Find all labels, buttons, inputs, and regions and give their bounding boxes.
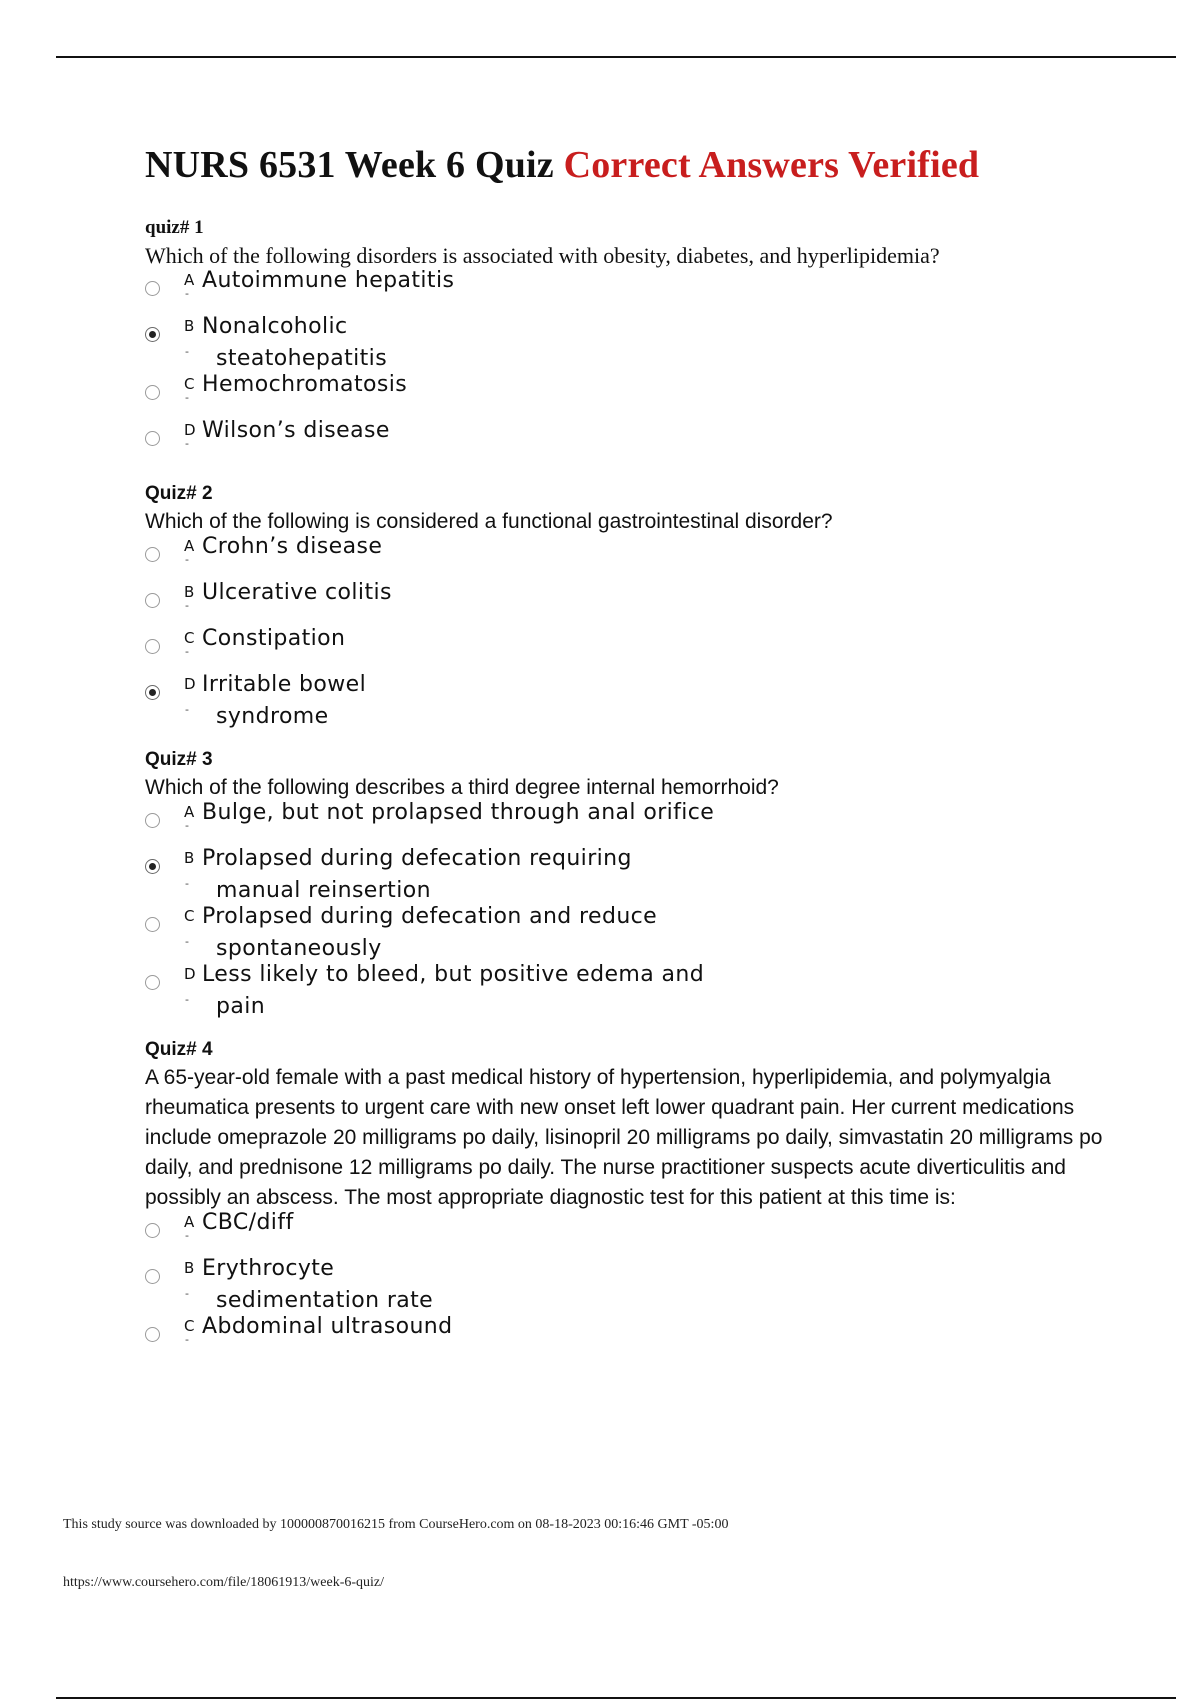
option-d[interactable] [145, 962, 1105, 1023]
option-letter: A [184, 271, 195, 289]
option-text: Ulcerative colitis [202, 580, 392, 605]
radio-button[interactable] [145, 975, 160, 990]
radio-button[interactable] [145, 431, 160, 446]
option-marker: - [185, 877, 189, 890]
bottom-rule [56, 1697, 1176, 1699]
option-letter: C [184, 907, 195, 925]
option-marker: - [185, 553, 189, 566]
radio-button-selected[interactable] [145, 859, 160, 874]
option-text: Autoimmune hepatitis [202, 268, 455, 293]
option-letter: D [184, 675, 196, 693]
option-letter: B [184, 317, 195, 335]
option-letter: D [184, 965, 196, 983]
option-b[interactable] [145, 314, 1105, 375]
option-marker: - [185, 993, 189, 1006]
option-text: Wilson’s disease [202, 418, 390, 443]
option-marker: - [185, 703, 189, 716]
quiz-question-4 [145, 1037, 1105, 1363]
option-text-continued: spontaneously [216, 936, 382, 961]
option-text: Abdominal ultrasound [202, 1314, 453, 1339]
option-letter: A [184, 803, 195, 821]
question-text: A 65-year-old female with a past medical history of hypertension, hyperlipidemia, and polymyalgia rheumatica presents to urgent care with new onset left lower quadrant pain. Her current medications include omeprazole 20 milligrams po daily, lisinopril 20 milligrams po daily, simvastatin 20 milligrams po daily, and prednisone 12 milligrams po daily. The nurse practitioner suspects acute diverticulitis and possibly an abscess. The most appropriate diagnostic test for this patient at this time is: [145, 1066, 1103, 1209]
quiz-question-3 [145, 747, 1105, 1023]
option-text: Bulge, but not prolapsed through anal orifice [202, 800, 715, 825]
question-text: Which of the following is considered a functional gastrointestinal disorder? [145, 510, 833, 533]
top-rule [56, 56, 1176, 58]
question-label: quiz# 1 [145, 217, 204, 238]
option-letter: D [184, 421, 196, 439]
quiz-question-1 [145, 215, 1105, 467]
option-marker: - [185, 935, 189, 948]
quiz-question-2 [145, 481, 1105, 733]
option-marker: - [185, 287, 189, 300]
radio-button[interactable] [145, 385, 160, 400]
option-marker: - [185, 645, 189, 658]
option-marker: - [185, 819, 189, 832]
option-b[interactable] [145, 1256, 1105, 1317]
download-note: This study source was downloaded by 100000870016215 from CourseHero.com on 08-18-2023 00:16:46 GMT -05:00 [63, 1517, 729, 1532]
option-text: Constipation [202, 626, 346, 651]
question-label: Quiz# 3 [145, 749, 213, 770]
option-text: CBC/diff [202, 1210, 294, 1235]
radio-button[interactable] [145, 917, 160, 932]
radio-button-selected[interactable] [145, 327, 160, 342]
option-marker: - [185, 599, 189, 612]
option-text: Prolapsed during defecation and reduce [202, 904, 658, 929]
option-text-continued: pain [216, 994, 266, 1019]
radio-button[interactable] [145, 1269, 160, 1284]
option-c[interactable] [145, 904, 1105, 965]
option-letter: B [184, 1259, 195, 1277]
radio-button[interactable] [145, 547, 160, 562]
question-text: Which of the following describes a third degree internal hemorrhoid? [145, 776, 779, 799]
option-text: Nonalcoholic [202, 314, 348, 339]
source-url[interactable]: https://www.coursehero.com/file/18061913/week-6-quiz/ [63, 1575, 385, 1590]
option-text-continued: syndrome [216, 704, 329, 729]
question-text: Which of the following disorders is associated with obesity, diabetes, and hyperlipidemia? [145, 243, 940, 268]
option-marker: - [185, 437, 189, 450]
option-letter: B [184, 849, 195, 867]
option-text-continued: sedimentation rate [216, 1288, 434, 1313]
option-marker: - [185, 1287, 189, 1300]
option-text: Irritable bowel [202, 672, 367, 697]
option-text: Less likely to bleed, but positive edema and [202, 962, 705, 987]
option-b[interactable] [145, 846, 1105, 907]
option-letter: B [184, 583, 195, 601]
option-text-continued: steatohepatitis [216, 346, 388, 371]
question-label: Quiz# 2 [145, 483, 213, 504]
option-text: Hemochromatosis [202, 372, 408, 397]
radio-button[interactable] [145, 1327, 160, 1342]
radio-button[interactable] [145, 639, 160, 654]
option-marker: - [185, 345, 189, 358]
option-letter: A [184, 537, 195, 555]
radio-button[interactable] [145, 813, 160, 828]
option-text: Prolapsed during defecation requiring [202, 846, 632, 871]
option-text: Erythrocyte [202, 1256, 335, 1281]
option-letter: C [184, 629, 195, 647]
page-title [145, 143, 1105, 187]
option-c[interactable] [145, 1314, 1105, 1363]
option-marker: - [185, 1333, 189, 1346]
question-label: Quiz# 4 [145, 1039, 213, 1060]
option-letter: C [184, 375, 195, 393]
option-text-continued: manual reinsertion [216, 878, 431, 903]
radio-button[interactable] [145, 281, 160, 296]
radio-button-selected[interactable] [145, 685, 160, 700]
option-d[interactable] [145, 672, 1105, 733]
option-marker: - [185, 391, 189, 404]
document-body [145, 143, 1105, 1377]
title-accent: Correct Answers Verified [563, 144, 980, 186]
option-d[interactable] [145, 418, 1105, 467]
radio-button[interactable] [145, 593, 160, 608]
option-letter: A [184, 1213, 195, 1231]
option-text: Crohn’s disease [202, 534, 383, 559]
radio-button[interactable] [145, 1223, 160, 1238]
title-main: NURS 6531 Week 6 Quiz [145, 144, 554, 186]
option-letter: C [184, 1317, 195, 1335]
option-marker: - [185, 1229, 189, 1242]
